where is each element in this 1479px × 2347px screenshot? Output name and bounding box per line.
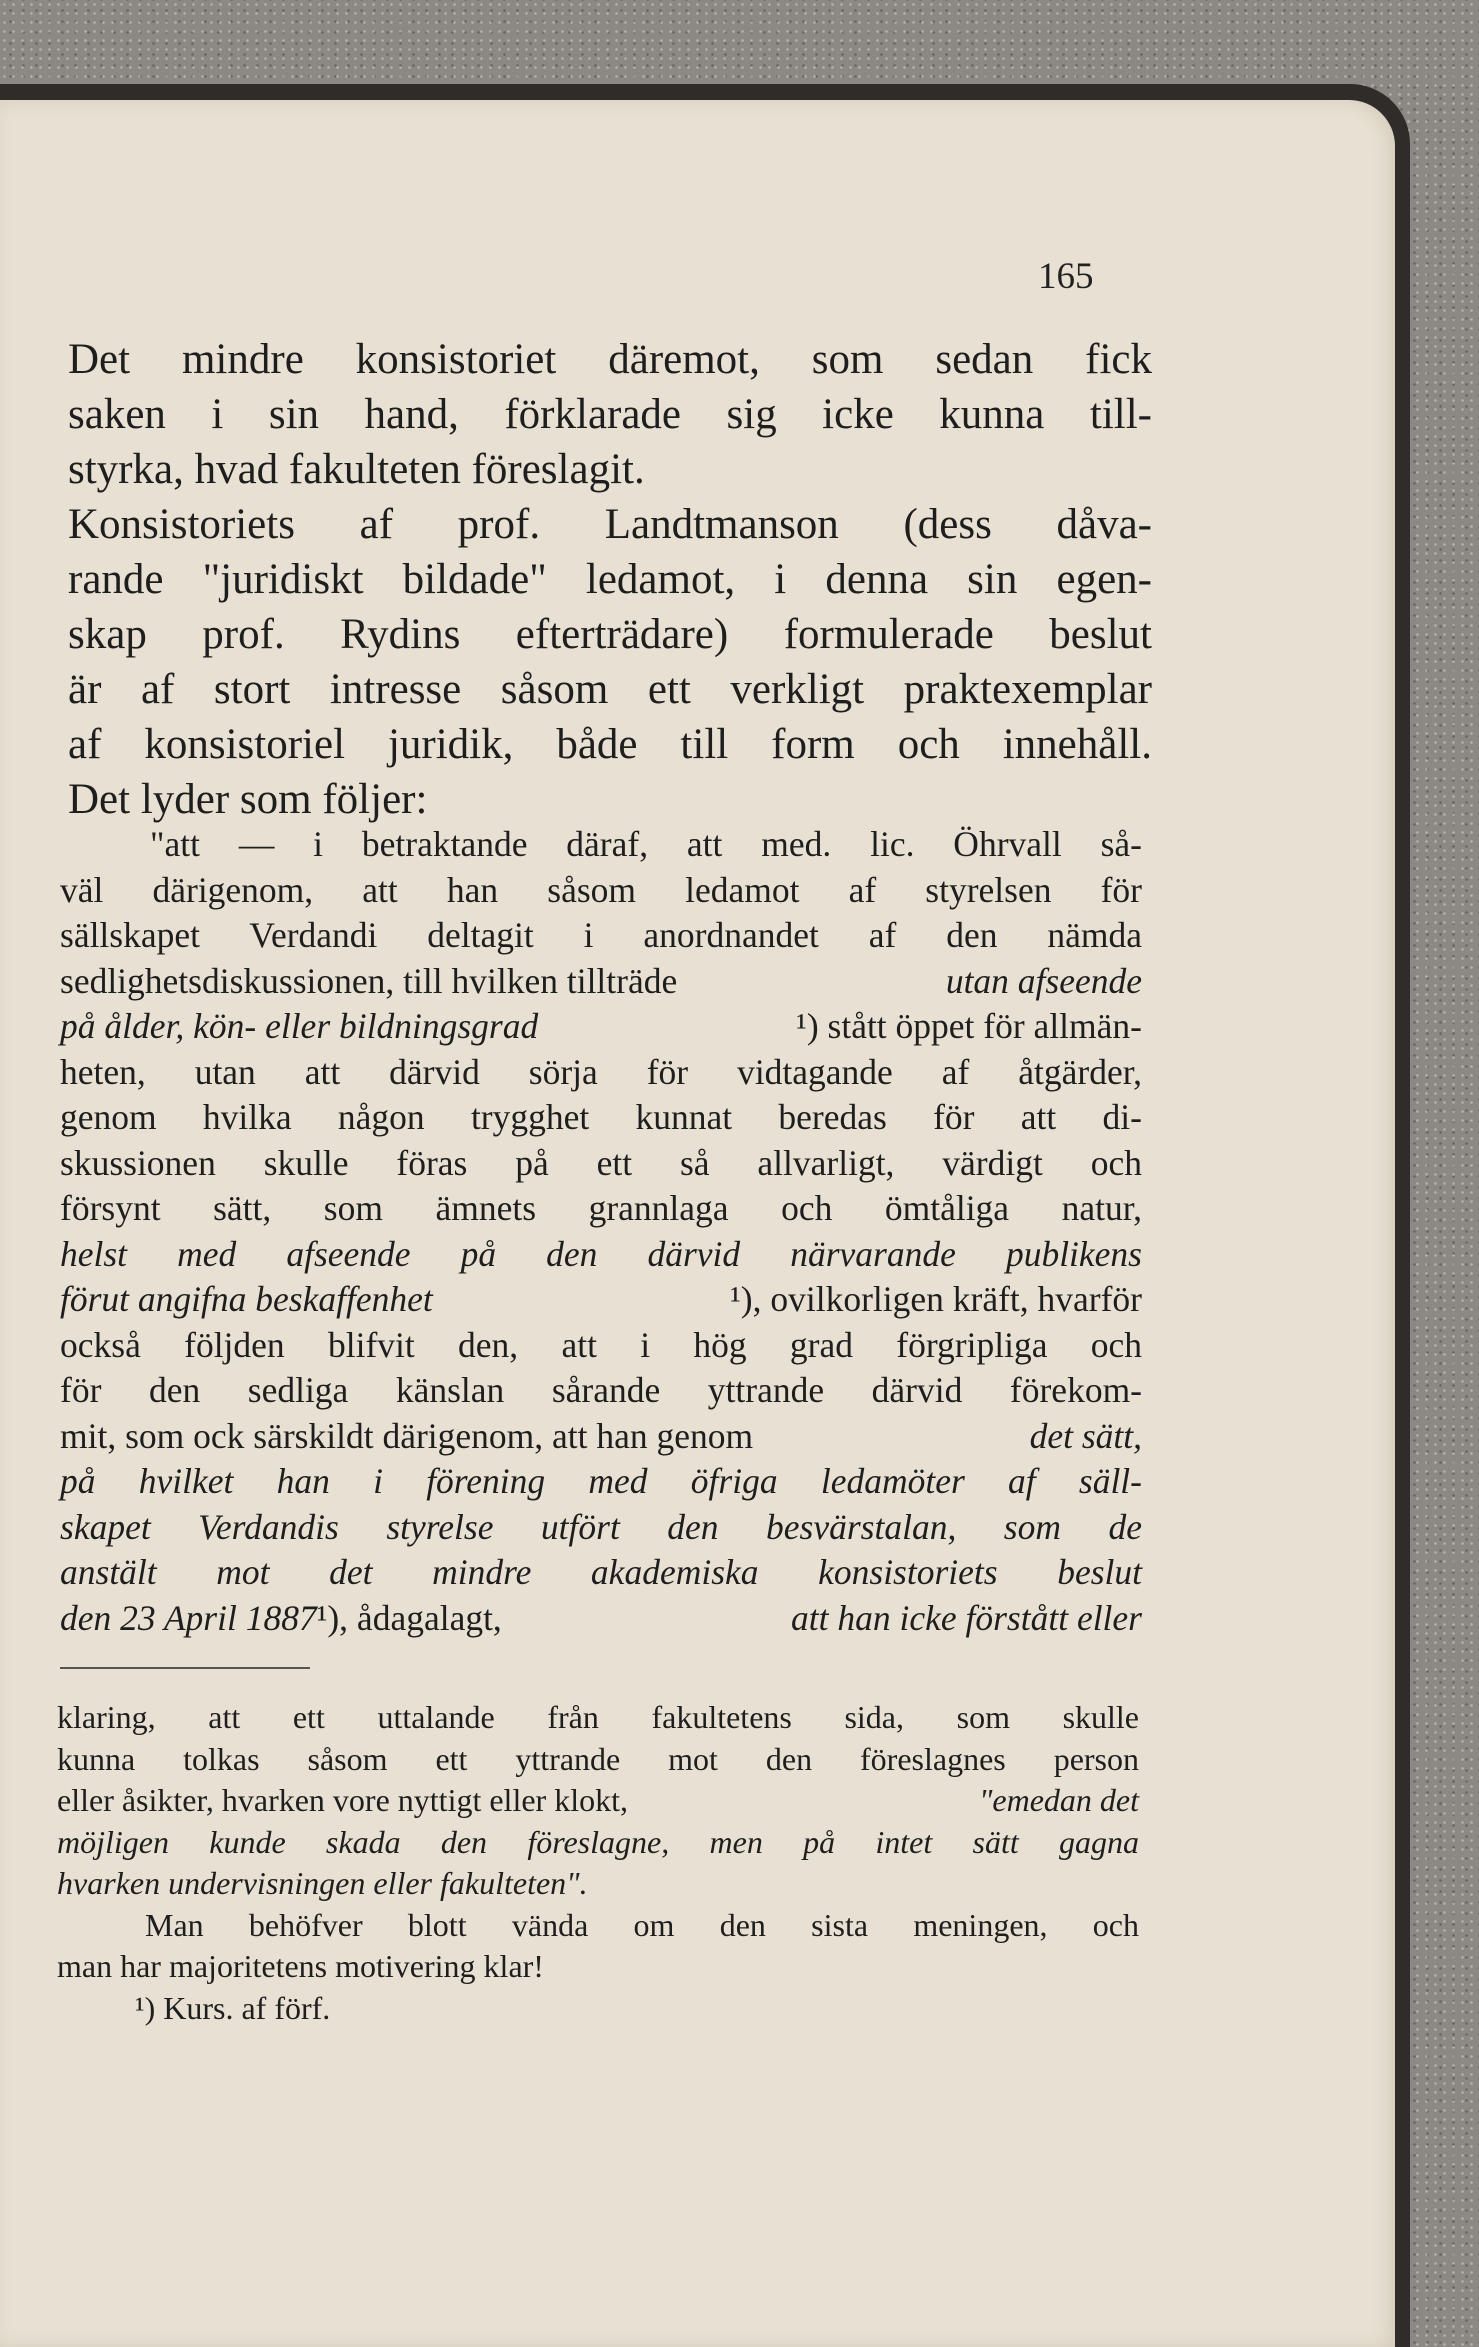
quote-line: anstält mot det mindre akademiska konsistoriets beslut — [60, 1552, 1142, 1592]
body-line: är af stort intresse såsom ett verkligt praktexemplar — [68, 666, 1152, 713]
body-line: rande "juridiskt bildade" ledamot, i denna sin egen- — [68, 556, 1152, 603]
footnote-line: hvarken undervisningen eller fakulteten". — [57, 1865, 588, 1901]
footnote-divider — [60, 1667, 310, 1669]
footnote-text — [57, 1697, 1139, 2029]
quote-line: skussionen skulle föras på ett så allvarligt, värdigt och — [60, 1142, 1142, 1183]
footnote-line: kunna tolkas såsom ett yttrande mot den föreslagnes person — [57, 1740, 1139, 1777]
quote-line: sällskapet Verdandi deltagit i anordnandet af den nämda — [60, 915, 1142, 955]
body-text — [68, 332, 1152, 827]
quote-line: "att — i betraktande däraf, att med. lic. Öhrvall så- — [150, 824, 1142, 864]
quote-line: också följden blifvit den, att i hög grad förgripliga och — [60, 1324, 1142, 1365]
quote-line: skapet Verdandis styrelse utfört den besvärstalan, som de — [60, 1506, 1142, 1547]
quote-line: heten, utan att därvid sörja för vidtagande af åtgärder, — [60, 1051, 1142, 1092]
quote-line: väl därigenom, att han såsom ledamot af styrelsen för — [60, 869, 1142, 910]
page-number: 165 — [1038, 256, 1094, 297]
footnote-line: Man behöfver blott vända om den sista meningen, och — [145, 1906, 1139, 1943]
quote-line: den 23 April 1887¹), ådagalagt, att han icke förstått eller — [60, 1597, 1142, 1638]
quote-line: sedlighetsdiskussionen, till hvilken tillträde utan afseende — [60, 960, 1142, 1001]
quote-line: på hvilket han i förening med öfriga ledamöter af säll- — [60, 1461, 1142, 1501]
footnote-line: möjligen kunde skada den föreslagne, men på intet sätt gagna — [57, 1823, 1139, 1860]
body-line: styrka, hvad fakulteten föreslagit. — [68, 446, 645, 493]
body-line: af konsistoriel juridik, både till form och innehåll. — [68, 721, 1152, 768]
body-line: skap prof. Rydins efterträdare) formulerade beslut — [68, 611, 1152, 658]
footnote-line: klaring, att ett uttalande från fakultetens sida, som skulle — [57, 1699, 1139, 1735]
quote-line: försynt sätt, som ämnets grannlaga och ömtåliga natur, — [60, 1188, 1142, 1228]
quote-line: förut angifna beskaffenhet ¹), ovilkorligen kräft, hvarför — [60, 1279, 1142, 1319]
body-line: Det mindre konsistoriet däremot, som sedan fick — [68, 336, 1152, 383]
footnote-line: man har majoritetens motivering klar! — [57, 1948, 544, 1984]
quote-line: för den sedliga känslan sårande yttrande därvid förekom- — [60, 1370, 1142, 1410]
quote-line: mit, som ock särskildt därigenom, att han genom det sätt, — [60, 1415, 1142, 1456]
footnote-line: eller åsikter, hvarken vore nyttigt eller klokt, "emedan det — [57, 1782, 1139, 1818]
quote-line: helst med afseende på den därvid närvarande publikens — [60, 1233, 1142, 1274]
body-line: Det lyder som följer: — [68, 776, 428, 823]
quote-line: genom hvilka någon trygghet kunnat beredas för att di- — [60, 1097, 1142, 1137]
quote-line: på ålder, kön- eller bildningsgrad ¹) stått öppet för allmän- — [60, 1006, 1142, 1046]
footnote-line: ¹) Kurs. af förf. — [135, 1989, 331, 2026]
body-line: Konsistoriets af prof. Landtmanson (dess dåva- — [68, 501, 1152, 548]
body-line: saken i sin hand, förklarade sig icke kunna till- — [68, 391, 1152, 438]
quoted-resolution — [60, 822, 1142, 1641]
